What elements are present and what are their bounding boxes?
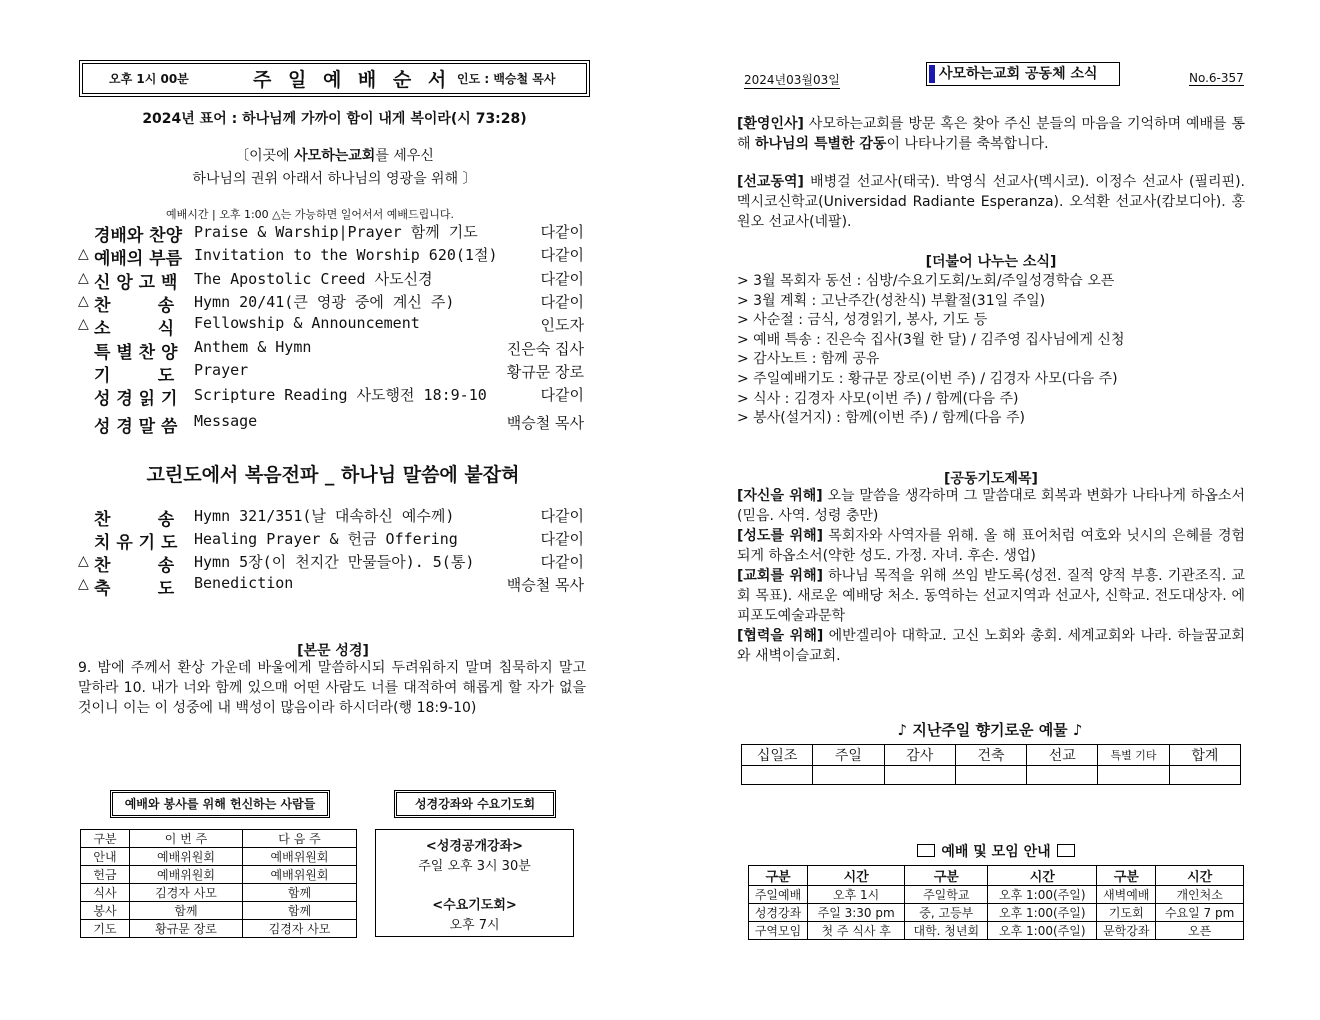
order-item-person: 다같이 — [540, 507, 584, 525]
study-title: 성경강좌와 수요기도회 — [396, 792, 554, 816]
servants-cell: 헌금 — [81, 866, 130, 884]
meeting-cell: 주일예배 — [749, 886, 808, 904]
meeting-col-header: 시간 — [988, 866, 1097, 886]
prayer-text: 목회자와 사역자를 위해. 올 해 표어처럼 여호와 닛시의 은혜를 경험되게 하옵소서(약한 성도. 가정. 자녀. 후손. 생업) — [737, 528, 1245, 564]
meeting-table — [748, 865, 1244, 940]
order-item — [78, 551, 588, 576]
meeting-cell: 주일 3:30 pm — [808, 904, 905, 922]
order-item-person: 진은숙 집사 — [506, 340, 584, 358]
prayer-item — [737, 626, 1245, 666]
prayer-item — [737, 526, 1245, 566]
news-item: > 감사노트 : 함께 공유 — [737, 351, 880, 368]
servants-cell: 함께 — [243, 902, 357, 920]
order-item-name: 성 경 말 씀 — [94, 417, 178, 437]
order-item-person: 황규문 장로 — [506, 363, 584, 381]
wednesday-prayer-time: 오후 7시 — [449, 918, 500, 933]
order-item-name: 소 식 — [94, 319, 175, 339]
meeting-heading-line — [748, 841, 1244, 861]
stand-mark: △ — [78, 316, 89, 332]
order-item — [78, 314, 588, 339]
servants-row — [81, 848, 357, 866]
news-item: > 봉사(설거지) : 함께(이번 주) / 함께(다음 주) — [737, 410, 1025, 427]
prayer-text: 오늘 말씀을 생각하며 그 말씀대로 회복과 변화가 나타나게 하옵소서(믿음. 사역. 성령 충만) — [737, 488, 1245, 524]
order-item-description: Hymn 321/351(날 대속하신 예수께) — [194, 507, 455, 525]
order-item-person: 다같이 — [540, 293, 584, 311]
meeting-heading: 예배 및 모임 안내 — [941, 844, 1051, 860]
mission-paragraph: [선교동역] 배병걸 선교사(태국). 박영식 선교사(멕시코). 이정수 선교사 (필리핀). 멕시코신학교(Universidad Radiante Esperanza). 오석환 선교사(캄보디아). 홍원오 선교사(네팔). — [737, 174, 1245, 230]
servants-col-this-week: 이 번 주 — [130, 830, 243, 848]
stand-mark: △ — [78, 270, 89, 286]
servants-cell: 김경자 사모 — [130, 884, 243, 902]
servants-cell: 황규문 장로 — [130, 920, 243, 938]
order-item-person: 백승철 목사 — [506, 414, 584, 432]
meeting-cell: 주일학교 — [905, 886, 988, 904]
order-item — [78, 291, 588, 316]
order-item-person: 인도자 — [540, 316, 584, 334]
scripture-text: 9. 밤에 주께서 환상 가운데 바울에게 말씀하시되 두려워하지 말며 침묵하지 말고 말하라 10. 내가 너와 함께 있으매 어떤 사람도 너를 대적하여 해롭게 할 자가 없을 것이니 이는 이 성중에 내 백성이 많음이라 하시더라(행 18:9-10) — [78, 660, 586, 716]
order-item — [78, 412, 588, 437]
servants-cell: 김경자 사모 — [243, 920, 357, 938]
order-item-name: 찬 송 — [94, 296, 175, 316]
meeting-cell: 새벽예배 — [1097, 886, 1156, 904]
offering-col-header: 감사 — [884, 745, 955, 766]
sermon-title: 고린도에서 복음전파 _ 하나님 말씀에 붙잡혀 — [146, 464, 520, 486]
service-time: 오후 1시 00분 — [109, 72, 189, 86]
servants-col-next-week: 다 음 주 — [243, 830, 357, 848]
order-item-description: Scripture Reading 사도행전 18:9-10 — [194, 386, 487, 404]
order-item — [78, 268, 588, 293]
servants-cell: 식사 — [81, 884, 130, 902]
meeting-row — [749, 922, 1244, 940]
servants-cell: 함께 — [243, 884, 357, 902]
prayer-item — [737, 566, 1245, 626]
worship-order-part1 — [78, 221, 588, 436]
community-news-box — [926, 62, 1120, 86]
order-item-name: 특 별 찬 양 — [94, 343, 178, 363]
order-item-person: 다같이 — [540, 246, 584, 264]
offering-amount-cell — [742, 766, 813, 785]
offering-amount-cell — [813, 766, 884, 785]
order-item — [78, 384, 588, 409]
meeting-cell: 수요일 7 pm — [1156, 904, 1244, 922]
bulletin-number: No.6-357 — [1189, 71, 1244, 85]
order-item-description: Prayer — [194, 361, 249, 379]
offering-amount-cell — [1098, 766, 1169, 785]
news-heading: [더불어 나누는 소식] — [925, 254, 1057, 270]
offering-amount-cell — [1027, 766, 1098, 785]
order-item-description: The Apostolic Creed 사도신경 — [194, 270, 433, 288]
prayer-label: [교회를 위해] — [737, 568, 823, 584]
servants-row — [81, 902, 357, 920]
news-item: > 사순절 : 금식, 성경읽기, 봉사, 기도 등 — [737, 312, 988, 329]
order-item-name: 기 도 — [94, 366, 175, 386]
order-item-person: 다같이 — [540, 386, 584, 404]
order-item — [78, 338, 588, 363]
community-news-title: 사모하는교회 공동체 소식 — [939, 66, 1098, 82]
order-item-name: 축 도 — [94, 579, 175, 599]
servants-cell: 기도 — [81, 920, 130, 938]
meeting-cell: 오후 1:00(주일) — [988, 922, 1097, 940]
order-item-description: Hymn 20/41(큰 영광 중에 계신 주) — [194, 293, 455, 311]
offering-amount-cell — [1169, 766, 1240, 785]
news-item: > 3월 목회자 동선 : 심방/수요기도회/노회/주일성경학습 오픈 — [737, 273, 1115, 289]
prayer-list — [737, 486, 1245, 666]
wednesday-prayer-title: <수요기도회> — [432, 898, 517, 913]
bulletin-date: 2024년03월03일 — [744, 73, 840, 87]
offering-col-header: 주일 — [813, 745, 884, 766]
order-item-name: 성 경 읽 기 — [94, 389, 178, 409]
stand-mark: △ — [78, 293, 89, 309]
prayer-label: [자신을 위해] — [737, 488, 823, 504]
order-item-name: 예배의 부름 — [94, 249, 183, 269]
offering-col-header: 건축 — [955, 745, 1026, 766]
prayer-heading: [공동기도제목] — [944, 471, 1038, 487]
order-item-person: 다같이 — [540, 530, 584, 548]
meeting-cell: 개인처소 — [1156, 886, 1244, 904]
year-motto: 2024년 표어 : 하나님께 가까이 함이 내게 복이라(시 73:28) — [142, 111, 527, 127]
servants-cell: 예배위원회 — [243, 866, 357, 884]
order-item-name: 치 유 기 도 — [94, 533, 178, 553]
meeting-col-header: 시간 — [1156, 866, 1244, 886]
meeting-cell: 첫 주 식사 후 — [808, 922, 905, 940]
meeting-cell: 오후 1:00(주일) — [988, 886, 1097, 904]
meeting-cell: 구역모임 — [749, 922, 808, 940]
order-item-description: Praise & Warship|Prayer 함께 기도 — [194, 223, 478, 241]
service-leader: 인도 : 백승철 목사 — [457, 72, 556, 86]
order-item — [78, 361, 588, 386]
bible-lecture-time: 주일 오후 3시 30분 — [418, 859, 531, 874]
order-item — [78, 244, 588, 269]
meeting-cell: 중, 고등부 — [905, 904, 988, 922]
worship-order-part2 — [78, 505, 588, 600]
prayer-item — [737, 486, 1245, 526]
church-vision — [82, 145, 587, 188]
meeting-cell: 오후 1:00(주일) — [988, 904, 1097, 922]
scripture-heading: [본문 성경] — [297, 643, 369, 659]
servants-col-category: 구분 — [81, 830, 130, 848]
meeting-col-header: 구분 — [749, 866, 808, 886]
servants-row — [81, 866, 357, 884]
order-item — [78, 528, 588, 553]
order-item-person: 다같이 — [540, 553, 584, 571]
servants-cell: 봉사 — [81, 902, 130, 920]
stand-mark: △ — [78, 553, 89, 569]
servants-cell: 예배위원회 — [130, 866, 243, 884]
meeting-header-row — [749, 866, 1244, 886]
prayer-label: [협력을 위해] — [737, 628, 824, 644]
meeting-cell: 오후 1시 — [808, 886, 905, 904]
vision-line-2: 하나님의 권위 아래서 하나님의 영광을 위해 〕 — [192, 171, 477, 187]
meeting-cell: 대학. 청년회 — [905, 922, 988, 940]
offering-table — [741, 744, 1241, 785]
servants-cell: 예배위원회 — [243, 848, 357, 866]
servants-cell: 함께 — [130, 902, 243, 920]
meeting-cell: 기도회 — [1097, 904, 1156, 922]
servants-cell: 예배위원회 — [130, 848, 243, 866]
order-item-description: Anthem & Hymn — [194, 338, 312, 356]
stand-mark: △ — [78, 246, 89, 262]
order-item-description: Invitation to the Worship 620(1절) — [194, 246, 498, 264]
meeting-col-header: 구분 — [1097, 866, 1156, 886]
order-item — [78, 221, 588, 246]
order-item-description: Hymn 5장(이 천지간 만물들아). 5(통) — [194, 553, 475, 571]
order-item-name: 경배와 찬양 — [94, 226, 183, 246]
order-item-description: Message — [194, 412, 258, 430]
calendar-icon — [917, 844, 935, 857]
order-item-name: 신 앙 고 백 — [94, 273, 178, 293]
calendar-icon — [1057, 844, 1075, 857]
prayer-text: 에반겔리아 대학교. 고신 노회와 총회. 세계교회와 나라. 하늘꿈교회와 새벽이슬교회. — [737, 628, 1245, 664]
offering-col-header: 십일조 — [742, 745, 813, 766]
offering-heading: ♪ 지난주일 향기로운 예물 ♪ — [897, 721, 1083, 739]
news-item: > 3월 계획 : 고난주간(성찬식) 부활절(31일 주일) — [737, 292, 1046, 309]
servants-row — [81, 884, 357, 902]
servants-cell: 안내 — [81, 848, 130, 866]
meeting-cell: 오픈 — [1156, 922, 1244, 940]
bible-lecture-title: <성경공개강좌> — [425, 839, 524, 854]
servants-title: 예배와 봉사를 위해 헌신하는 사람들 — [112, 792, 328, 816]
order-item-name: 찬 송 — [94, 556, 175, 576]
order-title: 주 일 예 배 순 서 — [253, 69, 452, 91]
servants-table — [80, 829, 357, 938]
news-item: > 예배 특송 : 진은숙 집사(3월 한 달) / 김주영 집사님에게 신청 — [737, 331, 1125, 348]
offering-col-header: 합계 — [1169, 745, 1240, 766]
order-item-person: 다같이 — [540, 270, 584, 288]
order-header-box — [82, 63, 587, 94]
offering-amount-cell — [955, 766, 1026, 785]
meeting-row — [749, 904, 1244, 922]
stand-mark: △ — [78, 576, 89, 592]
meeting-cell: 문학강좌 — [1097, 922, 1156, 940]
offering-header-row — [742, 745, 1241, 766]
order-item-person: 다같이 — [540, 223, 584, 241]
worship-note: 예배시간 | 오후 1:00 △는 가능하면 일어서서 예배드립니다. — [166, 208, 454, 221]
meeting-cell: 성경강좌 — [749, 904, 808, 922]
prayer-text: 하나님 목적을 위해 쓰임 받도록(성전. 질적 양적 부흥. 기관조직. 교회 목표). 새로운 예배당 처소. 동역하는 선교지역과 선교사, 신학교. 전도대상자. 에피포도예술과문학 — [737, 568, 1245, 624]
welcome-paragraph: [환영인사] 사모하는교회를 방문 혹은 찾아 주신 분들의 마음을 기억하며 예배를 통해 하나님의 특별한 감동이 나타나기를 축복합니다. — [737, 116, 1245, 152]
servants-header-row — [81, 830, 357, 848]
offering-col-header: 특별 기타 — [1098, 745, 1169, 766]
order-item-name: 찬 송 — [94, 510, 175, 530]
title-accent-bar — [929, 65, 935, 83]
meeting-col-header: 시간 — [808, 866, 905, 886]
prayer-label: [성도를 위해] — [737, 528, 824, 544]
offering-value-row — [742, 766, 1241, 785]
order-item-description: Fellowship & Announcement — [194, 314, 420, 332]
order-item-description: Benediction — [194, 574, 294, 592]
study-info-box — [375, 829, 574, 937]
order-item — [78, 505, 588, 530]
vision-line-1: 〔이곳에 사모하는교회를 세우신 — [235, 148, 434, 164]
meeting-col-header: 구분 — [905, 866, 988, 886]
news-list — [737, 270, 1245, 427]
offering-col-header: 선교 — [1027, 745, 1098, 766]
servants-row — [81, 920, 357, 938]
news-item: > 주일예배기도 : 황규문 장로(이번 주) / 김경자 사모(다음 주) — [737, 370, 1118, 387]
news-item: > 식사 : 김경자 사모(이번 주) / 함께(다음 주) — [737, 390, 1019, 407]
order-item-person: 백승철 목사 — [506, 576, 584, 594]
offering-amount-cell — [884, 766, 955, 785]
order-item — [78, 574, 588, 599]
order-item-description: Healing Prayer & 헌금 Offering — [194, 530, 458, 548]
meeting-row — [749, 886, 1244, 904]
